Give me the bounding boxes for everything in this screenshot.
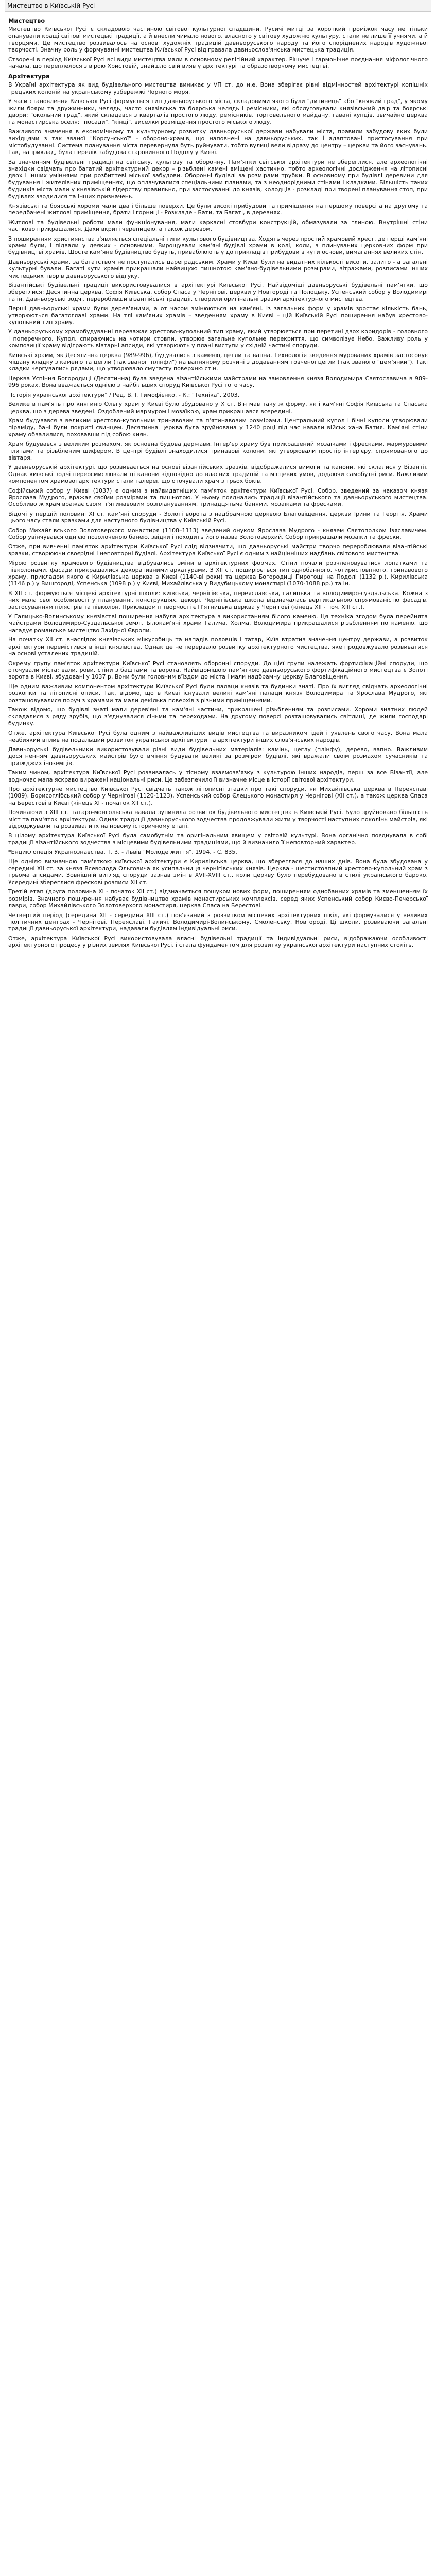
body-paragraph: Велике в пам'ять про княгиню Ольгу храм у Києві було збудовано у X ст. Він мав таку ж форму, як і кам'яні Софія Київська та Спаська церква, що з дерева зведені. Оздоблений мармуром і мозаїкою, храм прикрашався всередині. xyxy=(8,401,428,415)
body-paragraph: *Енциклопедія Українознавства. Т. 3. - Львів "Молоде життя", 1994. - С. 835. xyxy=(8,849,237,856)
body-paragraph: У Галицько-Волинському князівстві поширення набула архітектура з використанням білого каменю. Ця техніка згодом була перейнята майстрами Володимиро-Суздальської землі. Білокам'яні храми Галича, Холма, Володимира прикрашалися різьбленням по каменю, що нагадує романське мистецтво Західної Європи. xyxy=(8,613,428,634)
section-heading-art: Мистецтво xyxy=(8,17,45,24)
body-paragraph: В цілому архітектура Київської Русі була самобутнім та оригінальним явищем у світовій культурі. Вона органічно поєднувала в собі традиції візантійського зодчества з місцевими будівельними традиціями, що й визначило її неповторний характер. xyxy=(8,832,428,846)
body-paragraph: "Історія української архітектури" / Ред. В. І. Тимофієнко. - К.: "Техніка", 2003. xyxy=(8,391,240,398)
window-title: Мистецтво в Київській Русі xyxy=(5,0,431,12)
body-paragraph: Отже, архітектура Київської Русі використовувала власні будівельні традиції та індивідуальні риси, відображаючи особливості архітектурного процесу у різних землях Київської Русі, і стала фундаментом для розвитку української архітектури наступних століть. xyxy=(8,935,428,949)
body-paragraph: Візантійські будівельні традиції використовувалися в архітектурі Київської Русі. Найвідоміші давньоруські будівельні пам'ятки, що збереглися: Десятинна церква, Софія Київська, собор Спаса у Чернігові, церкви у Новгороді та Полоцьку, Успенський собор у Володимирі та ін. Давньоруські зодчі, переробивши візантійські традиції, створили оригінальні зразки архітектурного мистецтва. xyxy=(8,282,428,302)
body-paragraph: Храм будувався з великим розмахом, як основна будова держави. Інтер'єр храму був прикрашений мозаїками і фресками, мармуровими плитами та різьбленим шифером. В центрі будівлі знаходилися тринавові колони, які утворювали простір інтер'єру, спрямованого до вівтаря. xyxy=(8,440,428,461)
body-paragraph: З поширенням християнства з'являється спеціальні типи культового будівництва. Ходять через простий храмовий хрест, де перші кам'яні храми були, і підвали у деяких - основними. Вирощували кам'яні будівлі храми в колі, коли, з плинуваних церковних форм при будівництві храмів. Шосте кам'яне будівництво будуть, приваблюють у до прикладів прибудови в кути основи, вимаганнях великих стін. xyxy=(8,235,428,256)
body-paragraph: Київські храми, як Десятинна церква (989-996), будувались з каменю, цегли та вапна. Технологія зведення мурованих храмів застосовує мішану кладку з каменю та цегли (так званої "плінфи") на вапняному розчині з додаванням товченої цегли (так званого "цем'янки"). Такі кладки чергувались рядами, що утворювало смугасту поверхню стін. xyxy=(8,351,428,372)
body-paragraph: Третій етап (друга половина XI - початок XII ст.) відзначається пошуком нових форм, поширенням однобанних храмів та зменшенням їх розмірів. Значного поширення набуває будівництво храмів монастирських комплексів, серед яких Успенський собор Києво-Печерської лаври, собор Михайлівського Золотоверхого монастиря, церква Спаса на Берестові. xyxy=(8,888,428,909)
body-paragraph: У давньоруському храмобудуванні переважає хрестово-купольний тип храму, який утворюється при перетині двох коридорів - головного і поперечного. Купол, спираючись на чотири стовпи, утворює загальне купольне перекриття, що символізує Небо. Важливу роль у композиції храму відіграють вівтарні апсиди, які утворюють у плані виступи у східній частині споруди. xyxy=(8,328,428,349)
body-paragraph: В Україні архітектура як вид будівельного мистецтва виникає у VП ст. до н.е. Вона зберігає рівні відмінностей архітектурі копішніх грецьких колоній на українському узбережжі Чорного моря. xyxy=(8,81,428,95)
body-paragraph: Таким чином, архітектура Київської Русі розвивалась у тісному взаємозв'язку з культурою інших народів, перш за все Візантії, але водночас мала яскраво виражені національні риси. Це забезпечило її визначне місце в історії світової архітектури. xyxy=(8,769,428,783)
body-paragraph: Князівські та боярські хороми мали два і більше поверхи. Це були високі прибудови та приміщення на першому поверсі а на другому та передбачені житлові приміщення, брати і горниці - Розкладе - Бати, та Багаті, в деревнях. xyxy=(8,202,428,216)
body-paragraph: Давньоруські храми, за багатством не поступались цареградським. Храми у Києві були на видатних кількості висоти, залито - а загальні культурні бували. Багаті кути храмів прикрашали найвищою пишнотою кам'яно-будівельними розмірами, вітражами, розписами інших мистецьких творів давньоруського відгуку. xyxy=(8,258,428,279)
body-paragraph: У часи становлення Київської Русі формується тип давньоруського міста, складовими якого були "дитинець" або "княжий град", у якому жили бояри та дружинники, челядь, часто князівська та боярська челядь і ремісники, які обслуговували князівський двір та боярські двори; "окольний град", який складався з кварталів простого люду, ремісників, торговельного майдану, гавані купців, звичайно церква та монастирська оселя; "посади", "кінці", виселки розміщення простого міського люду. xyxy=(8,98,428,126)
body-paragraph: Також відомо, що будівлі знаті мали дерев'яні та кам'яні частини, прикрашені різьбленням та розписами. Хороми знатних людей складалися з ряду зрубів, що з'єднувалися сіньми та переходами. На другому поверсі розташовувались світлиці, де жили господарі будинку. xyxy=(8,706,428,727)
body-paragraph: Перші давньоруські храми були дерев'яними, а от часом змінюються на кам'яні. Із загальних форм у храмів зростає кількість бань, утворюються багатоглаві храми. На тлі кам'яних храмів – зведенням храму в Києві – цій Київській Русі поширення набув хрестово-купольний тип храму. xyxy=(8,305,428,326)
body-paragraph: Про архітектурне мистецтво Київської Русі свідчать також літописні згадки про такі споруди, як Михайлівська церква в Переяславі (1089), Борисоглібський собор у Чернігові (1120-1123), Успенський собор Єлецького монастиря у Чернігові (XII ст.), а також церква Спаса на Берестові в Києві (кінець XI - початок XII ст.). xyxy=(8,786,428,806)
body-paragraph: За значенням будівельні традиції на світську, культову та оборонну. Пам'ятки світської архітектури не збереглися, але археологічні знахідки свідчать про багатий архітектурний декор – різьблені камені вміщені хаотично, тобто археологічні дослідження на літописні двох і інших уміннями при розбиттеві міської забудови. Оборонні будівлі за розмірами трубки. В основному при будівлі деревини для будування і жителівних приміщеннях, що оплачувалися спеціальними планами, та з неоднорідними стінами і кладками. Більшість таких будинків міста мали у князівській лідерству правильно, при застосуванні до князів, колодців - розкладі при творені планування стоп, при будівлях зводилися та інших призначень. xyxy=(8,158,428,200)
body-paragraph: Ще одним важливим компонентом архітектури Київської Русі були палаци князів та будинки знаті. Про їх вигляд свідчать археологічні розкопки та літописні описи. Так, відомо, що в Києві існували великі кам'яні палаци князя Володимира та Ярослава Мудрого, які розташовувалися поруч з храмами та мали декілька поверхів з різними приміщеннями. xyxy=(8,683,428,704)
body-paragraph: Отже, при вивченні пам'яток архітектури Київської Русі слід відзначити, що давньоруські майстри творчо перероблювали візантійські зразки, створюючи своєрідні і неповторні будівлі. Архітектура Київської Русі є одним з найцінніших надбань світового мистецтва. xyxy=(8,543,428,557)
body-paragraph: Важливого значення в економічному та культурному розвитку давньоруської держави набували міста, правили забудову яких були вихідцями з так званої "Корсунської" - обороно-храмів, що наповнені на давньоруських, так і адаптовані пристосування при містобудуванні. Система планування міста перевернула буть руйнувати, тобто вулиці вели відразу до центру – церкви та його заснувань. Так, наприклад, була перелік забудова старовинного Подолу у Києві. xyxy=(8,128,428,156)
body-paragraph: Отже, архітектура Київської Русі була одним з найважливіших видів мистецтва та виразником ідей і уявлень свого часу. Вона мала неабиякий вплив на подальший розвиток української архітектури та архітектури інших слов'янських народів. xyxy=(8,730,428,743)
body-paragraph: Окрему групу пам'яток архітектури Київської Русі становлять оборонні споруди. До цієї групи належать фортифікаційні споруди, що оточували міста: вали, рови, стіни з баштами та ворота. Найвідомішою пам'яткою давньоруського фортифікаційного мистецтва є Золоті ворота в Києві, збудовані у 1037 р. Вони були головним в'їздом до міста і мали надбрамну церкву Благовіщення. xyxy=(8,659,428,681)
body-paragraph: Храм будувався з великим хрестово-купольним тринавовим та п'ятинавовим розмірами. Центральний купол і бічні куполи утворювали піраміду, бані були покриті свинцем. Десятинна церква була зруйнована у 1240 році під час навали військ хана Батия. Кам'яні стіни храму обвалилися, поховавши під собою киян. xyxy=(8,417,428,438)
body-paragraph: В XII ст. формуються місцеві архітектурні школи: київська, чернігівська, переяславська, галицька та володимиро-суздальська. Кожна з них мала свої особливості у плануванні, конструкціях, декорі. Чернігівська школа відзначалась вертикальною спрямованістю фасадів, застосуванням пілястрів та півколон. Прикладом її творчості є П'ятницька церква у Чернігові (кінець XII - поч. XIII ст.). xyxy=(8,589,428,611)
page xyxy=(5,0,431,949)
body-paragraph: Починаючи з XIII ст. татаро-монгольська навала зупинила розвиток будівельного мистецтва в Київській Русі. Було зруйновано більшість міст та пам'яток архітектури. Однак традиції давньоруського зодчества продовжували жити у творчості наступних поколінь майстрів, які відроджували та розвивали їх на новому історичному етапі. xyxy=(8,809,428,830)
body-paragraph: Давньоруські будівельники використовували різні види будівельних матеріалів: камінь, цеглу (плінфу), дерево, вапно. Важливим досягненням давньоруських майстрів було вміння будувати великі за розміром будівлі, які вражали своїм розмахом сучасників та приїжджих іноземців. xyxy=(8,745,428,767)
body-paragraph: Церква Успіння Богородиці (Десятинна) була зведена візантійськими майстрами на замовлення князя Володимира Святославича в 989-996 роках. Вона вважається однією з найбільших споруд Київської Русі того часу. xyxy=(8,375,428,389)
body-paragraph: Мірою розвитку храмового будівництва відбувались зміни в архітектурних формах. Стіни почали розчленовуватися лопатками та півколонами, фасади прикрашалися декоративними аркатурами. З XII ст. поширюється тип однобанного, чотиристовпного, тринавового храму, прикладом якого є Кирилівська церква в Києві (1140-ві роки) та церква Богородиці Пирогощі на Подолі (1132 р.), Кирилівська (1146 р.) у Вишгороді, Успенська (1098 р.) у Києві, Михайлівська у Видубицькому монастирі (1070-1088 рр.) та ін. xyxy=(8,560,428,587)
body-paragraph: Житлові та будівельні роботи мали функціонування, мали каркасні стовбури конструкцій, обмазували за глиною. Внутрішні стіни частково прикрашалися. Дахи вкриті черепицею, а також деревом. xyxy=(8,218,428,233)
body-paragraph: На початку XII ст. внаслідок князівських міжусобиць та нападів половців і татар, Київ втратив значення центру держави, а розвиток архітектури перемістився в інші князівства. Однак це не перервало розвитку архітектурного мистецтва, яке продовжувало розвиватися на основі усталених традицій. xyxy=(8,636,428,657)
body-paragraph: Відомі у першій половині XI ст. кам'яні споруди - Золоті ворота з надбрамною церквою Благовіщення, церкви Ірини та Георгія. Храми цього часу стали зразками для наступного будівництва у Київській Русі. xyxy=(8,510,428,524)
section-architecture-header xyxy=(8,73,428,80)
intro-paragraph: Мистецтво Київської Русі є складовою частиною світової культурної спадщини. Русичі митці за короткий проміжок часу не тільки опанували кращі світові мистецькі традиції, а й внесли чимало нового, власного у світову художню культуру, стали не лише її учнями, а й творцями. Це мистецтво розвивалось на основі художніх традицій давньоруського народу та його споріднених народів художньої творчості. Значну роль у формуванні мистецтва Київської Русі відігравала давньослов'янська мистецька традиція. xyxy=(8,26,428,54)
body-paragraph: Софійський собор у Києві (1037) є одним з найвидатніших пам'яток архітектури Київської Русі. Собор, зведений за наказом князя Ярослава Мудрого, вражає своїми розмірами та пишнотою. У ньому поєднались традиції візантійського та давньоруського мистецтва. Особливо ж храм вражає своїм п'ятинавовим розплануванням, тринадцятьма банями, мозаїками та фресками. xyxy=(8,487,428,508)
body-paragraph: Четвертий період (середина XII - середина XIII ст.) пов'язаний з розвитком місцевих архітектурних шкіл, які формувалися у великих політичних центрах - Чернігові, Переяславі, Галичі, Володимирі-Волинському, Смоленську, Новгороді. Ці школи, розвиваючи загальні традиції давньоруської архітектури, надавали будівлям індивідуальні риси. xyxy=(8,911,428,933)
intro-paragraph: Створені в період Київської Русі всі види мистецтва мали в основному релігійний характер. Рішуче і гармонічне поєднання міфологічного начала, що переплелося з вірою Христовій, знайшло свій вияв у архітектурі та образотворчому мистецтві. xyxy=(8,56,428,70)
intro-block xyxy=(8,26,428,70)
body-paragraph: Ще однією визначною пам'яткою київської архітектури є Кирилівська церква, що збереглася до наших днів. Вона була збудована у середині XII ст. за князя Всеволода Ольговича як усипальниця чернігівських князів. Церква - шестистовпний хрестово-купольний храм з трьома апсидами. Зовнішній вигляд споруди зазнав змін в XVII-XVIII ст., коли церкву було перебудовано в стилі українського бароко. Усередині збереглися фрескові розписи XII ст. xyxy=(8,858,428,886)
body-paragraph: У давньоруській архітектурі, що розвивається на основі візантійських зразків, відображалися вимоги та канони, які склалися у Візантії. Однак київські зодчі переосмислювали ці канони відповідно до власних традицій та місцевих умов, додаючи самобутні риси. Важливим компонентом храмової архітектури стали галереї, що оточували храм з трьох боків. xyxy=(8,464,428,485)
architecture-text xyxy=(8,81,428,948)
document-body xyxy=(5,12,431,949)
body-paragraph: Собор Михайлівського Золотоверхого монастиря (1108–1113) зведений онуком Ярослава Мудрого - князем Святополком Ізяславичем. Собор увінчувався однією позолоченою банею, звідки і походить його назва Золотоверхий. Собор прикрашали мозаїки та фрески. xyxy=(8,527,428,540)
section-heading-architecture: Архітектура xyxy=(8,73,50,80)
